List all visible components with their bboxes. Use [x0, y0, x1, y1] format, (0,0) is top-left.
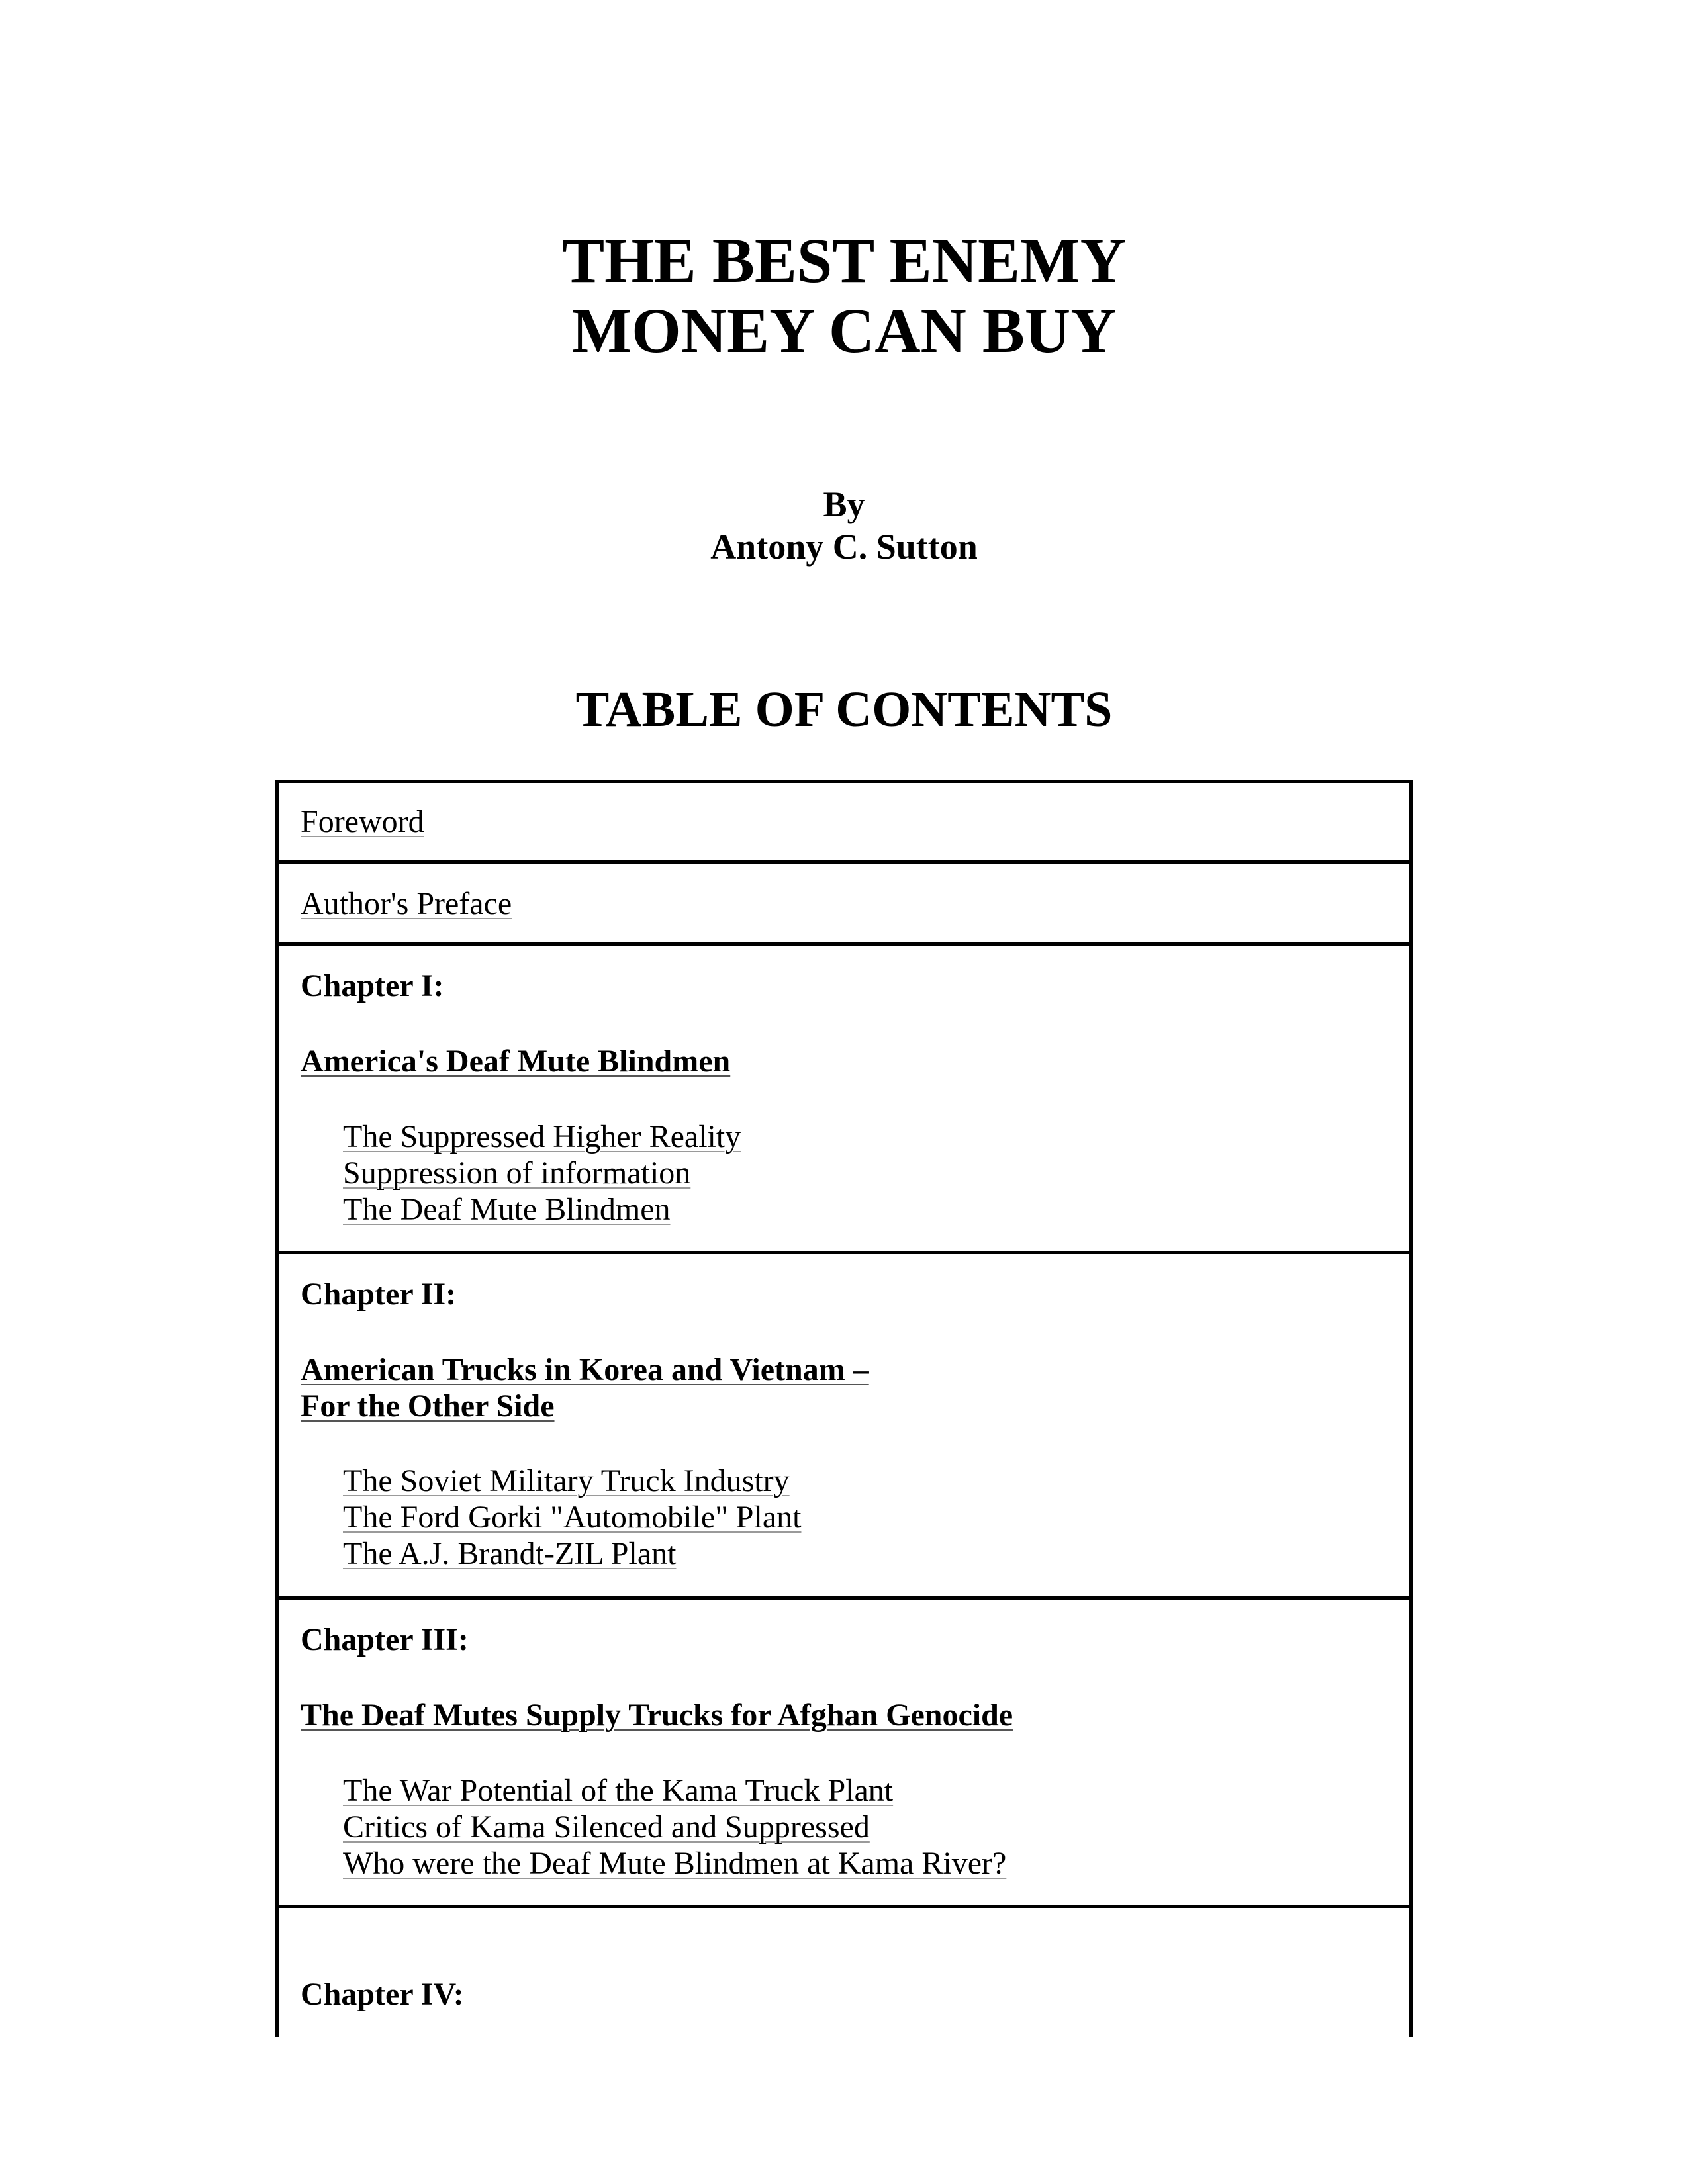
- chapter-1-label: Chapter I:: [301, 968, 444, 1003]
- section-link[interactable]: The Soviet Military Truck Industry: [343, 1463, 790, 1498]
- author-name: Antony C. Sutton: [710, 527, 978, 567]
- section-link[interactable]: Suppression of information: [343, 1156, 691, 1191]
- chapter-2-section-list: [343, 1463, 801, 1572]
- chapter-2-label: Chapter II:: [301, 1277, 457, 1312]
- chapter-3-section-list: [343, 1772, 1006, 1882]
- section-link[interactable]: The A.J. Brandt-ZIL Plant: [343, 1536, 677, 1571]
- section-link[interactable]: The Ford Gorki "Automobile" Plant: [343, 1500, 802, 1535]
- chapter-2-title-link-line-2[interactable]: For the Other Side: [301, 1388, 555, 1424]
- toc-row-divider: [275, 1251, 1413, 1254]
- section-link[interactable]: The War Potential of the Kama Truck Plant: [343, 1773, 894, 1808]
- book-title-line-1: THE BEST ENEMY: [562, 225, 1126, 296]
- toc-row-divider: [275, 1596, 1413, 1600]
- section-link[interactable]: The Deaf Mute Blindmen: [343, 1192, 671, 1227]
- toc-row-divider: [275, 942, 1413, 946]
- toc-row-divider: [275, 860, 1413, 864]
- chapter-3-title-link[interactable]: The Deaf Mutes Supply Trucks for Afghan Genocide: [301, 1698, 1013, 1733]
- chapter-3-label: Chapter III:: [301, 1622, 469, 1657]
- chapter-2-title-link-line-1[interactable]: American Trucks in Korea and Vietnam –: [301, 1352, 869, 1387]
- toc-row-divider: [275, 1905, 1413, 1908]
- section-link[interactable]: Critics of Kama Silenced and Suppressed: [343, 1809, 870, 1844]
- book-title-line-2: MONEY CAN BUY: [571, 295, 1117, 366]
- chapter-1-title-link[interactable]: America's Deaf Mute Blindmen: [301, 1044, 731, 1079]
- section-link[interactable]: Who were the Deaf Mute Blindmen at Kama River?: [343, 1846, 1007, 1881]
- chapter-4-label: Chapter IV:: [301, 1977, 464, 2012]
- by-label: By: [823, 484, 865, 524]
- toc-heading: TABLE OF CONTENTS: [575, 682, 1113, 737]
- toc-link-authors-preface[interactable]: Author's Preface: [301, 886, 512, 921]
- section-link[interactable]: The Suppressed Higher Reality: [343, 1119, 741, 1154]
- toc-link-foreword[interactable]: Foreword: [301, 804, 424, 839]
- chapter-1-section-list: [343, 1118, 741, 1228]
